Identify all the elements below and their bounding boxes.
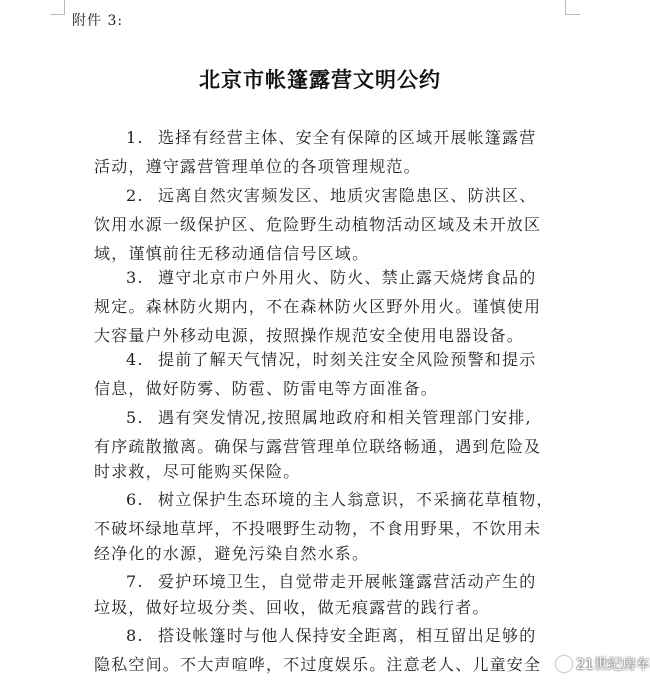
item-7-line-2: 垃圾，做好垃圾分类、回收，做无痕露营的践行者。 [94, 598, 490, 617]
item-number: 4. [126, 350, 144, 369]
item-number: 8. [126, 626, 144, 645]
item-6-line-3: 经净化的水源，避免污染自然水系。 [94, 544, 370, 563]
item-6-line-2: 不破坏绿地草坪，不投喂野生动物，不食用野果，不饮用未 [94, 519, 542, 538]
watermark-logo-icon [556, 656, 572, 672]
item-number: 5. [126, 408, 144, 427]
watermark [556, 654, 650, 674]
item-number: 2. [126, 186, 144, 205]
item-number: 7. [126, 572, 144, 591]
item-2-line-1: 2. 远离自然灾害频发区、地质灾害隐患区、防洪区、 [126, 186, 537, 205]
item-5-line-2: 有序疏散撤离。确保与露营管理单位联络畅通，遇到危险及 [94, 437, 542, 456]
item-5-line-1: 5. 遇有突发情况,按照属地政府和相关管理部门安排, [126, 408, 532, 427]
item-2-line-3: 域，谨慎前往无移动通信信号区域。 [94, 244, 370, 263]
item-4-line-1: 4. 提前了解天气情况，时刻关注安全风险预警和提示 [126, 350, 537, 369]
item-7-line-1: 7. 爱护环境卫生，自觉带走开展帐篷露营活动产生的 [126, 572, 537, 591]
item-4-line-2: 信息，做好防雾、防雹、防雷电等方面准备。 [94, 379, 439, 398]
item-3-line-1: 3. 遵守北京市户外用火、防火、禁止露天烧烤食品的 [126, 268, 537, 287]
item-1-line-1: 1. 选择有经营主体、安全有保障的区域开展帐篷露营 [126, 128, 537, 147]
item-3-line-3: 大容量户外移动电源，按照操作规范安全使用电器设备。 [94, 326, 525, 345]
item-5-line-3: 时求救，尽可能购买保险。 [94, 462, 301, 481]
watermark-text: 21世纪房车 [576, 657, 650, 673]
item-1-line-2: 活动，遵守露营管理单位的各项管理规范。 [94, 157, 421, 176]
item-2-line-2: 饮用水源一级保护区、危险野生动植物活动区域及未开放区 [94, 215, 542, 234]
document-title: 北京市帐篷露营文明公约 [199, 68, 441, 92]
margin-mark-top-left [50, 0, 65, 15]
item-number: 1. [126, 128, 144, 147]
item-number: 6. [126, 490, 144, 509]
item-number: 3. [126, 268, 144, 287]
item-6-line-1: 6. 树立保护生态环境的主人翁意识，不采摘花草植物， [126, 490, 554, 509]
item-3-line-2: 规定。森林防火期内，不在森林防火区野外用火。谨慎使用 [94, 297, 542, 316]
item-8-line-1: 8. 搭设帐篷时与他人保持安全距离，相互留出足够的 [126, 626, 537, 645]
margin-mark-top-right [565, 0, 580, 15]
attachment-label: 附件 3: [72, 13, 124, 29]
item-8-line-2: 隐私空间。不大声喧哗，不过度娱乐。注意老人、儿童安全 [94, 655, 542, 674]
